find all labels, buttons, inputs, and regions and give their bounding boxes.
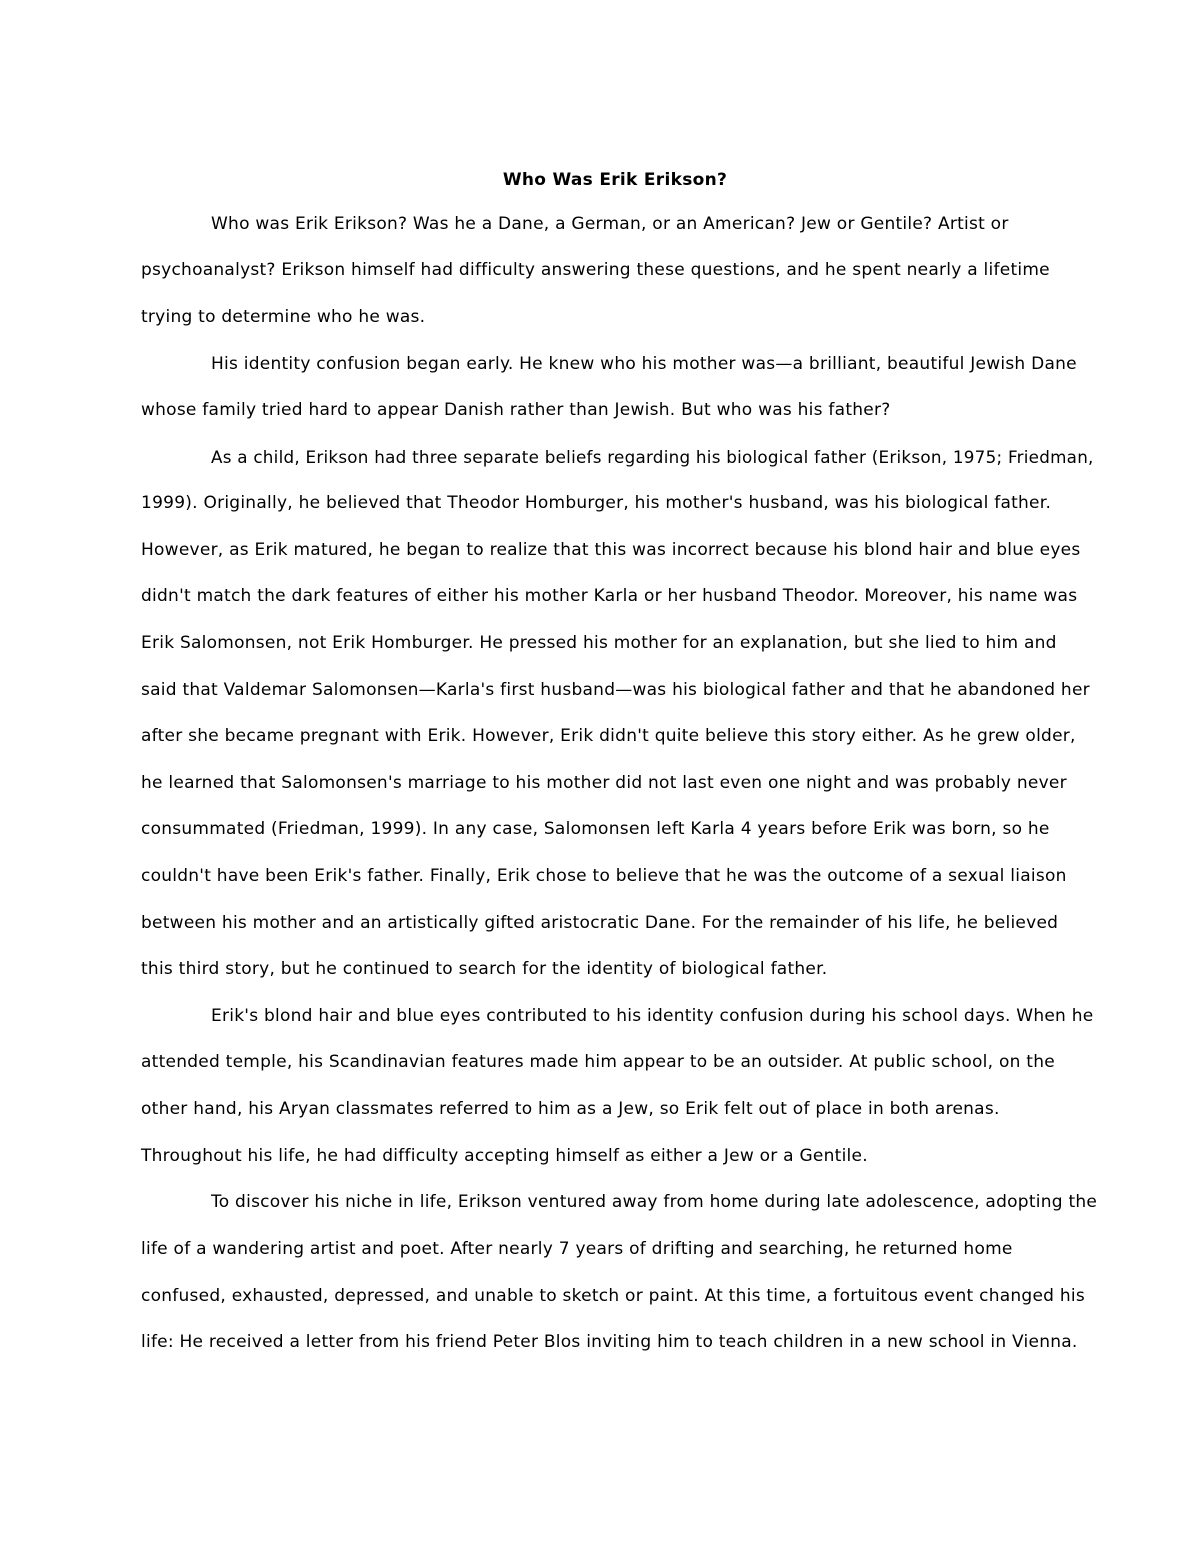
text-line: psychoanalyst? Erikson himself had difficulty answering these questions, and he spent nearly a lifetime — [141, 260, 1050, 280]
text-line: Who was Erik Erikson? Was he a Dane, a German, or an American? Jew or Gentile? Artist or — [211, 214, 1009, 234]
text-line: To discover his niche in life, Erikson ventured away from home during late adolescence, adopting the — [211, 1192, 1098, 1212]
text-line: However, as Erik matured, he began to realize that this was incorrect because his blond hair and blue eyes — [141, 540, 1081, 560]
text-line: life: He received a letter from his friend Peter Blos inviting him to teach children in a new school in Vienna. — [141, 1332, 1078, 1352]
text-line: Erik's blond hair and blue eyes contributed to his identity confusion during his school days. When he — [211, 1006, 1094, 1026]
text-line: this third story, but he continued to search for the identity of biological father. — [141, 959, 828, 979]
text-line: he learned that Salomonsen's marriage to his mother did not last even one night and was probably never — [141, 773, 1067, 793]
text-line: consummated (Friedman, 1999). In any case, Salomonsen left Karla 4 years before Erik was born, so he — [141, 819, 1050, 839]
text-line: His identity confusion began early. He knew who his mother was—a brilliant, beautiful Jewish Dane — [211, 354, 1077, 374]
text-line: Throughout his life, he had difficulty accepting himself as either a Jew or a Gentile. — [141, 1146, 868, 1166]
text-line: 1999). Originally, he believed that Theodor Homburger, his mother's husband, was his biological father. — [141, 493, 1052, 513]
text-line: didn't match the dark features of either his mother Karla or her husband Theodor. Moreover, his name was — [141, 586, 1078, 606]
text-line: after she became pregnant with Erik. However, Erik didn't quite believe this story either. As he grew older, — [141, 726, 1076, 746]
text-line: said that Valdemar Salomonsen—Karla's first husband—was his biological father and that he abandoned her — [141, 680, 1090, 700]
text-line: between his mother and an artistically gifted aristocratic Dane. For the remainder of his life, he believed — [141, 913, 1059, 933]
text-line: other hand, his Aryan classmates referred to him as a Jew, so Erik felt out of place in both arenas. — [141, 1099, 1000, 1119]
text-line: attended temple, his Scandinavian features made him appear to be an outsider. At public school, on the — [141, 1052, 1055, 1072]
text-line: whose family tried hard to appear Danish rather than Jewish. But who was his father? — [141, 400, 891, 420]
text-line: couldn't have been Erik's father. Finally, Erik chose to believe that he was the outcome of a sexual liaison — [141, 866, 1067, 886]
text-line: life of a wandering artist and poet. After nearly 7 years of drifting and searching, he returned home — [141, 1239, 1013, 1259]
text-line: confused, exhausted, depressed, and unable to sketch or paint. At this time, a fortuitous event changed his — [141, 1286, 1085, 1306]
text-line: trying to determine who he was. — [141, 307, 426, 327]
document-title: Who Was Erik Erikson? — [502, 170, 728, 190]
text-line: As a child, Erikson had three separate beliefs regarding his biological father (Erikson, 1975; Friedman, — [211, 447, 1094, 467]
text-line: Erik Salomonsen, not Erik Homburger. He pressed his mother for an explanation, but she lied to him and — [141, 633, 1057, 653]
